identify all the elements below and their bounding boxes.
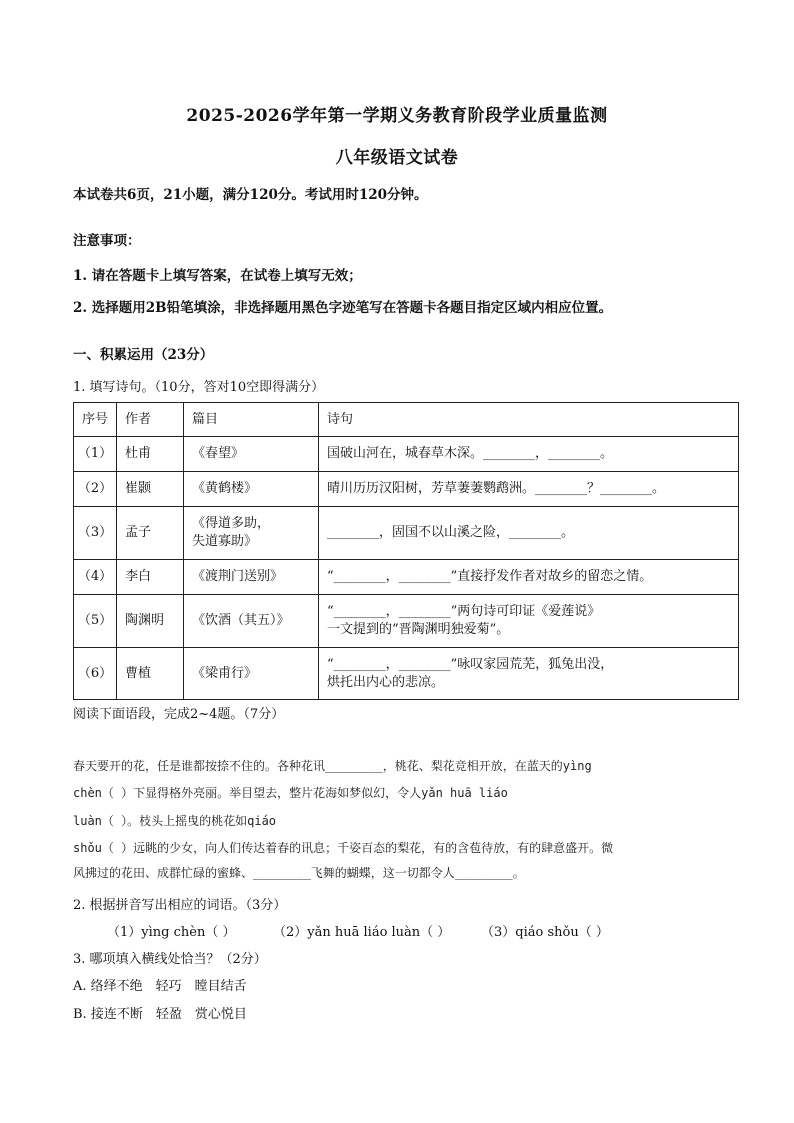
section-heading: 一、积累运用（23分） — [73, 347, 214, 363]
reading-instructions: 阅读下面语段，完成2~4题。（7分） — [73, 707, 285, 722]
notice-item: 1. 请在答题卡上填写答案，在试卷上填写无效； — [73, 268, 362, 284]
row-number: （3） — [74, 507, 117, 560]
row-number: （6） — [74, 648, 117, 700]
row-title-continued: 失道寡助》 — [192, 534, 258, 549]
row-verse: “________，________”两句诗可印证《爱莲说》 — [327, 604, 601, 619]
row-verse: “________，________”咏叹家园荒芜，狐兔出没， — [327, 656, 614, 672]
option-a: A. 络绎不绝 轻巧 瞠目结舌 — [73, 979, 247, 994]
passage-line: 风拂过的花田、成群忙碌的蜜蜂、________飞舞的蝴蝶，这一切都令人________。 — [73, 866, 525, 880]
row-verse-continued: 一文提到的“晋陶渊明独爱菊”。 — [327, 622, 510, 637]
poem-table — [73, 402, 739, 700]
row-author: 陶渊明 — [117, 595, 184, 648]
exam-intro: 本试卷共6页，21小题，满分120分。考试用时120分钟。 — [73, 187, 428, 203]
table-row — [74, 472, 739, 507]
table-header-cell: 诗句 — [319, 403, 739, 437]
question-3: 3. 哪项填入横线处恰当？（2分） — [73, 952, 267, 967]
row-title: 《黄鹤楼》 — [184, 472, 319, 507]
row-number: （4） — [74, 560, 117, 595]
passage-line: shǒu（ ）远眺的少女，向人们传达着春的讯息；千姿百态的梨花，有的含苞待放，有的肆意盛开。微 — [73, 841, 614, 855]
row-number: （2） — [74, 472, 117, 507]
row-verse: ________，固国不以山溪之险，________。 — [319, 507, 739, 560]
passage-line: luàn（ ）。枝头上摇曳的桃花如qiáo — [73, 814, 277, 828]
row-author: 曹植 — [117, 648, 184, 700]
pinyin-item: （3）qiáo shǒu（ ） — [481, 925, 609, 940]
pinyin-item: （1）yìng chèn（ ） — [107, 925, 236, 940]
row-title: 《饮酒（其五）》 — [184, 595, 319, 648]
table-header-cell: 作者 — [117, 403, 184, 437]
passage-line: chèn（ ）下显得格外亮丽。举目望去，整片花海如梦似幻，令人yǎn huā liáo — [73, 786, 508, 800]
table-header-cell: 序号 — [74, 403, 117, 437]
row-verse-cell — [319, 648, 739, 700]
row-verse-cell — [319, 595, 739, 648]
question-2: 2. 根据拼音写出相应的词语。（3分） — [73, 898, 287, 913]
table-row — [74, 507, 739, 560]
exam-title: 2025-2026学年第一学期义务教育阶段学业质量监测 — [186, 106, 608, 126]
row-number: （5） — [74, 595, 117, 648]
row-number: （1） — [74, 437, 117, 472]
table-header-row — [74, 403, 739, 437]
option-b: B. 接连不断 轻盈 赏心悦目 — [73, 1007, 247, 1022]
row-author: 杜甫 — [117, 437, 184, 472]
notice-heading: 注意事项： — [73, 233, 141, 249]
pinyin-item: （2）yǎn huā liáo luàn（ ） — [273, 925, 451, 940]
table-row — [74, 560, 739, 595]
row-title: 《得道多助， — [192, 516, 271, 531]
table-row — [74, 437, 739, 472]
row-author: 崔颢 — [117, 472, 184, 507]
row-verse: 晴川历历汉阳树，芳草萋萋鹦鹉洲。________？________。 — [319, 472, 739, 507]
row-verse: 国破山河在，城春草木深。________，________。 — [319, 437, 739, 472]
row-title: 《渡荆门送别》 — [184, 560, 319, 595]
row-title-cell — [184, 507, 319, 560]
table-row — [74, 595, 739, 648]
row-verse: “________，________”直接抒发作者对故乡的留恋之情。 — [319, 560, 739, 595]
notice-item: 2. 选择题用2B铅笔填涂，非选择题用黑色字迹笔写在答题卡各题目指定区域内相应位置。 — [73, 300, 613, 316]
passage-line: 春天要开的花，任是谁都按捺不住的。各种花讯________，桃花、梨花竞相开放，在蓝天的yìng — [73, 759, 592, 773]
row-author: 李白 — [117, 560, 184, 595]
question-1: 1. 填写诗句。（10分，答对10空即得满分） — [73, 380, 325, 395]
table-row — [74, 648, 739, 700]
row-title: 《梁甫行》 — [184, 648, 319, 700]
row-title: 《春望》 — [184, 437, 319, 472]
row-verse-continued: 烘托出内心的悲凉。 — [327, 674, 445, 690]
table-header-cell: 篇目 — [184, 403, 319, 437]
row-author: 孟子 — [117, 507, 184, 560]
exam-subtitle: 八年级语文试卷 — [335, 148, 459, 168]
